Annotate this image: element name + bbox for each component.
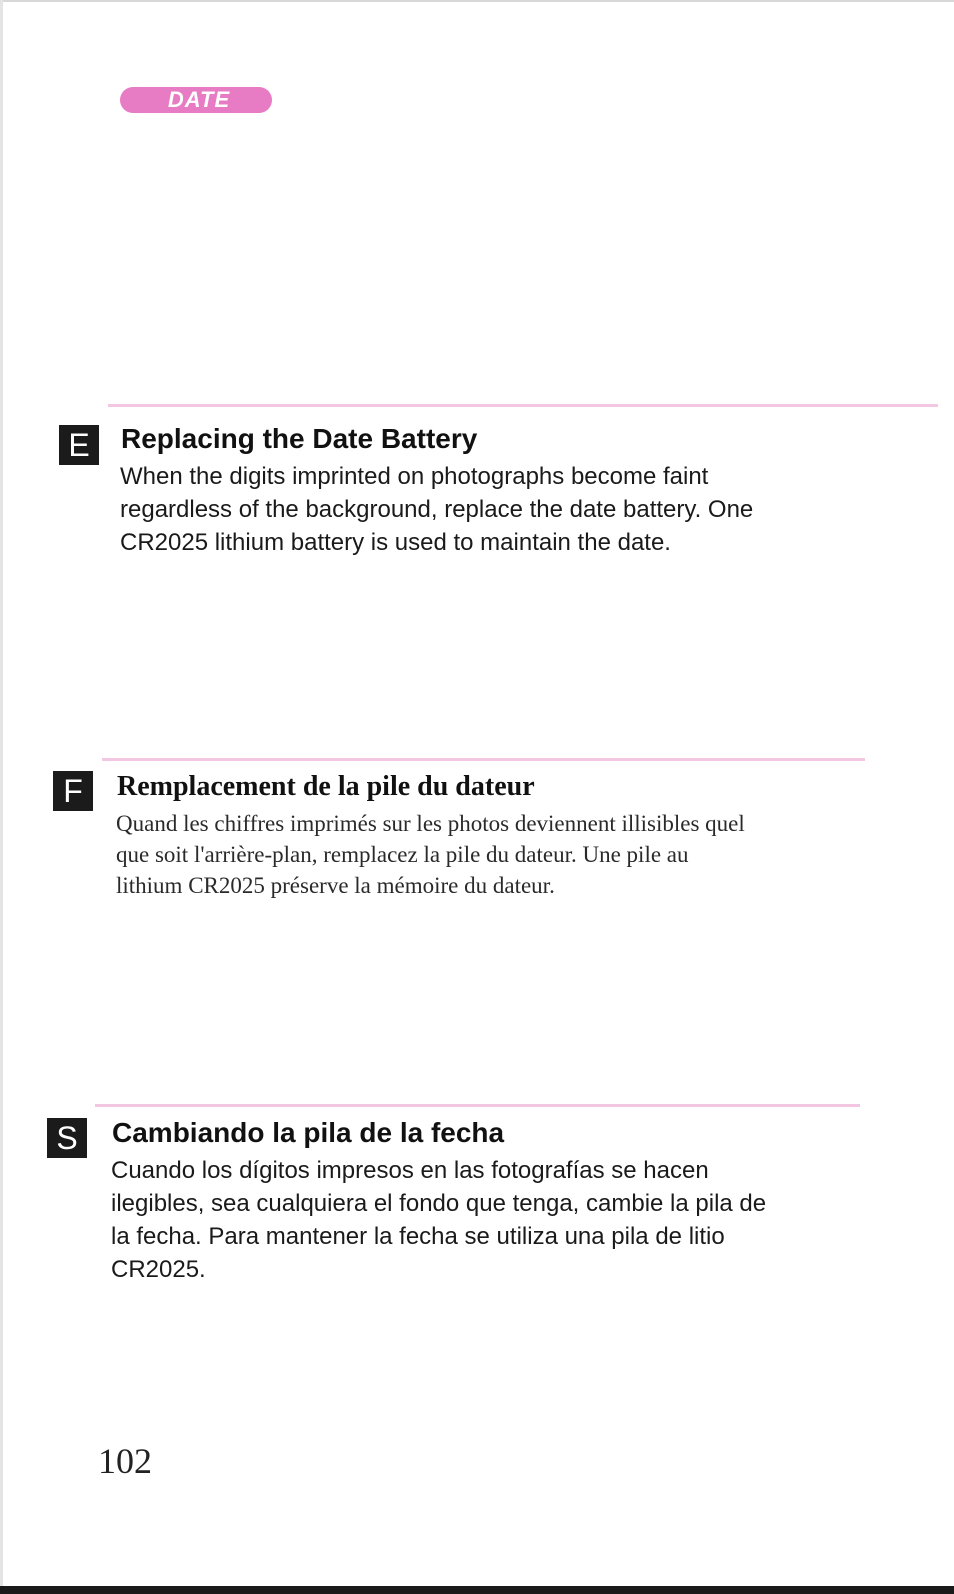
body-line: CR2025 lithium battery is used to maintain the date.: [120, 529, 671, 556]
language-badge-spanish: S: [47, 1118, 87, 1158]
page-edge-bottom: [0, 1586, 954, 1594]
body-line: regardless of the background, replace the date battery. One: [120, 496, 754, 523]
section-body-spanish: [111, 1154, 871, 1286]
language-badge-french: F: [53, 771, 93, 811]
body-line: que soit l'arrière-plan, remplacez la pile du dateur. Une pile au: [116, 842, 689, 867]
section-title-spanish: Cambiando la pila de la fecha: [112, 1117, 505, 1148]
body-line: When the digits imprinted on photographs become faint: [120, 463, 709, 490]
body-line: CR2025.: [111, 1256, 206, 1283]
language-badge-english: E: [59, 425, 99, 465]
body-line: la fecha. Para mantener la fecha se utiliza una pila de litio: [111, 1223, 725, 1250]
body-line: lithium CR2025 préserve la mémoire du dateur.: [116, 873, 555, 898]
section-body-french: [116, 808, 876, 901]
section-title-english: Replacing the Date Battery: [121, 423, 478, 454]
section-title-french: Remplacement de la pile du dateur: [117, 771, 535, 802]
body-line: Quand les chiffres imprimés sur les photos deviennent illisibles quel: [116, 811, 745, 836]
section-divider-es: [95, 1104, 860, 1107]
section-divider-fr: [102, 758, 865, 761]
date-tab-label: DATE: [167, 87, 231, 112]
section-body-english: [120, 460, 860, 559]
section-divider-en: [108, 404, 938, 407]
page-edge-top: [0, 0, 954, 2]
date-section-tab: [120, 87, 272, 113]
body-line: ilegibles, sea cualquiera el fondo que tenga, cambie la pila de: [111, 1190, 767, 1217]
page-edge-left: [0, 0, 3, 1594]
body-line: Cuando los dígitos impresos en las fotografías se hacen: [111, 1157, 709, 1184]
page-number: 102: [98, 1441, 152, 1481]
